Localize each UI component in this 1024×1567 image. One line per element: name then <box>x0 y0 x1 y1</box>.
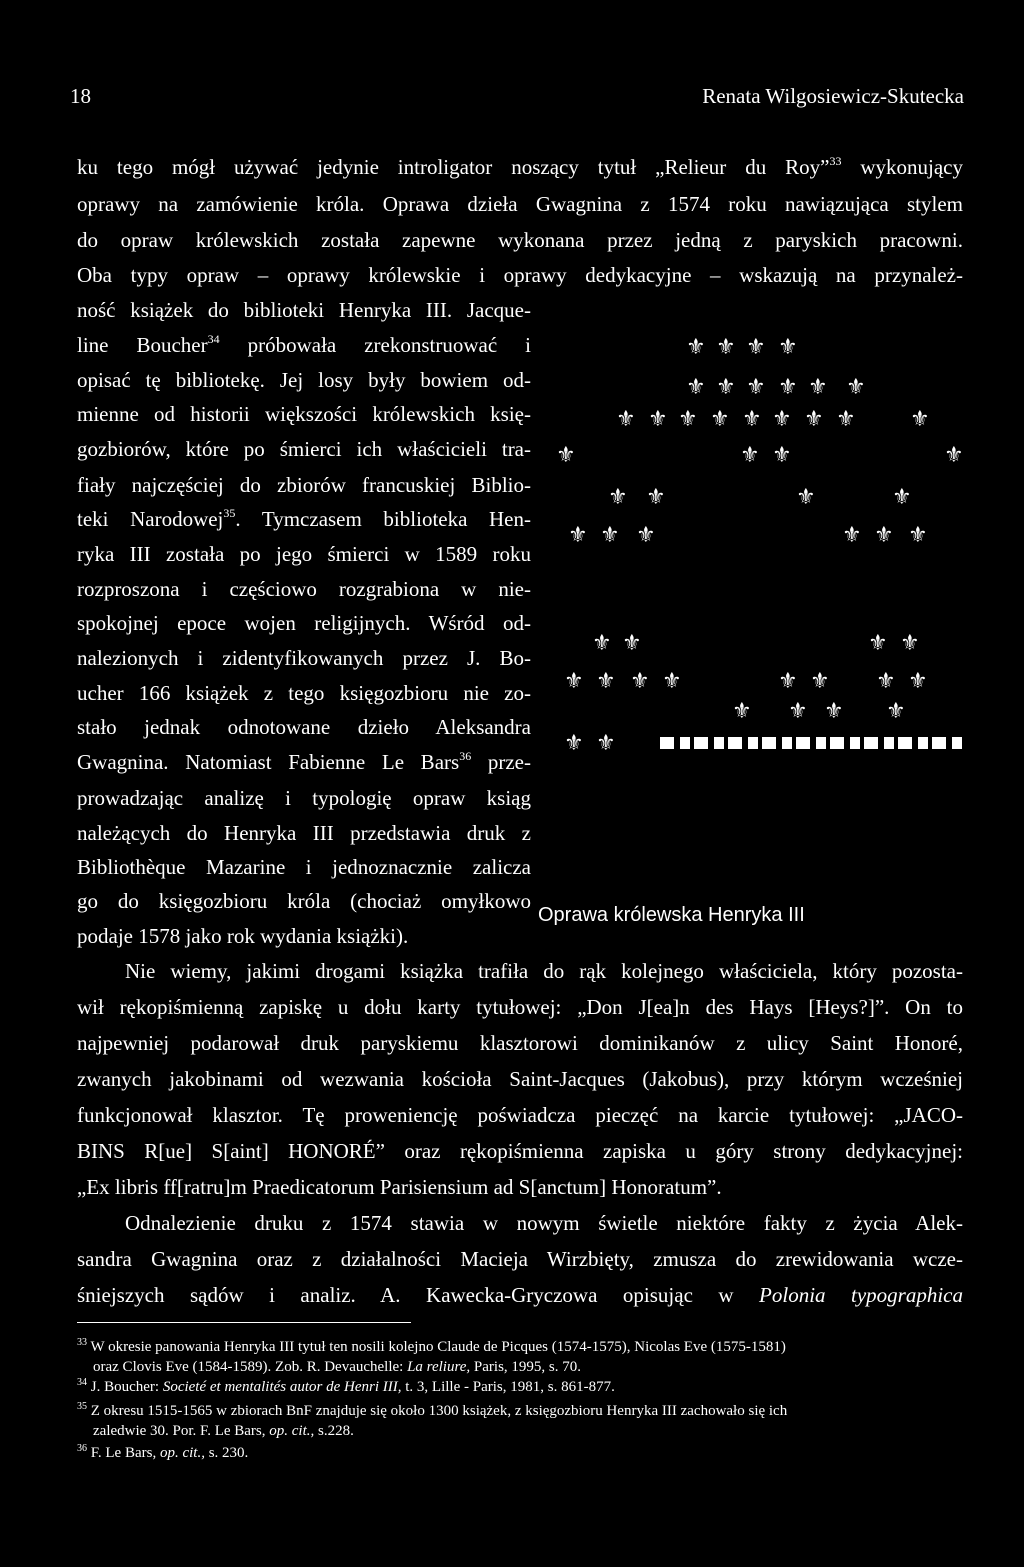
footnote-33-cont: oraz Clovis Eve (1584-1589). Zob. R. Devauchelle: La reliure, Paris, 1995, s. 70. <box>93 1359 581 1375</box>
fleur-de-lis-icon: ⚜ <box>630 669 650 694</box>
fleur-de-lis-icon: ⚜ <box>596 731 616 756</box>
fleur-de-lis-icon: ⚜ <box>778 669 798 694</box>
fleur-de-lis-icon: ⚜ <box>564 669 584 694</box>
text-line: najpewniej podarował druk paryskiemu klasztorowi dominikanów z ulicy Saint Honoré, <box>77 1031 963 1055</box>
footnote-35-cont: zaledwie 30. Por. F. Le Bars, op. cit., s.228. <box>93 1423 354 1439</box>
fleur-de-lis-icon: ⚜ <box>778 335 798 360</box>
text-line: Odnalezienie druku z 1574 stawia w nowym świetle niektóre fakty z życia Alek- <box>125 1211 963 1235</box>
fleur-de-lis-icon: ⚜ <box>796 485 816 510</box>
fleur-de-lis-icon: ⚜ <box>556 443 576 468</box>
figure-caption: Oprawa królewska Henryka III <box>538 904 805 926</box>
fleur-de-lis-icon: ⚜ <box>944 443 964 468</box>
fleur-de-lis-icon: ⚜ <box>746 375 766 400</box>
fleur-de-lis-icon: ⚜ <box>886 699 906 724</box>
fleur-de-lis-icon: ⚜ <box>808 375 828 400</box>
text-line: gozbiorów, które po śmierci ich właścicieli tra- <box>77 437 531 461</box>
fleur-de-lis-icon: ⚜ <box>636 523 656 548</box>
fleur-de-lis-icon: ⚜ <box>678 407 698 432</box>
fleur-de-lis-icon: ⚜ <box>662 669 682 694</box>
text-line: BINS R[ue] S[aint] HONORÉ” oraz rękopiśmienna zapiska u góry strony dedykacyjnej: <box>77 1139 963 1163</box>
text-line: do opraw królewskich została zapewne wykonana przez jedną z paryskich pracowni. <box>77 228 963 252</box>
fleur-de-lis-icon: ⚜ <box>804 407 824 432</box>
fleur-de-lis-icon: ⚜ <box>788 699 808 724</box>
fleur-de-lis-icon: ⚜ <box>772 443 792 468</box>
text-line: Nie wiemy, jakimi drogami książka trafiła do rąk kolejnego właściciela, który pozosta- <box>125 959 963 983</box>
fleur-de-lis-icon: ⚜ <box>810 669 830 694</box>
text-line: „Ex libris ff[ratru]m Praedicatorum Parisiensium ad S[anctum] Honoratum”. <box>77 1175 722 1199</box>
fleur-de-lis-icon: ⚜ <box>892 485 912 510</box>
text-line: fiały najczęściej do zbiorów francuskiej Biblio- <box>77 473 531 497</box>
text-line: Oba typy opraw – oprawy królewskie i oprawy dedykacyjne – wskazują na przynależ- <box>77 263 963 287</box>
text-line: line Boucher$^{34}$ próbowała zrekonstruować i <box>77 332 531 357</box>
text-line: należących do Henryka III przedstawia druk z <box>77 821 531 845</box>
text-line: mienne od historii większości królewskich księ- <box>77 402 531 426</box>
fleur-de-lis-icon: ⚜ <box>646 485 666 510</box>
footnote-ref: 33 <box>829 154 842 168</box>
footnote-ref: 35 <box>223 506 236 520</box>
fleur-de-lis-icon: ⚜ <box>616 407 636 432</box>
text-line: go do księgozbioru króla (chociaż omyłkowo <box>77 889 531 913</box>
text-line: ryka III została po jego śmierci w 1589 roku <box>77 542 531 566</box>
fleur-de-lis-icon: ⚜ <box>648 407 668 432</box>
fleur-de-lis-icon: ⚜ <box>732 699 752 724</box>
binding-figure <box>556 335 968 775</box>
footnote-35: $^{35}$ Z okresu 1515-1565 w zbiorach BnF znajduje się około 1300 książek, z księgozbioru Henryka III zachowało się ich <box>77 1401 788 1419</box>
text-line: spokojnej epoce wojen religijnych. Wśród od- <box>77 611 531 635</box>
footnote-33: $^{33}$ W okresie panowania Henryka III tytuł ten nosili kolejno Claude de Picques (1574-1575), Nicolas Eve (1575-1581) <box>77 1337 786 1355</box>
fleur-de-lis-icon: ⚜ <box>836 407 856 432</box>
text-line: ność książek do biblioteki Henryka III. Jacque- <box>77 298 531 322</box>
text-line: opisać tę bibliotekę. Jej losy były bowiem od- <box>77 368 531 392</box>
fleur-de-lis-icon: ⚜ <box>564 731 584 756</box>
footnote-36: $^{36}$ F. Le Bars, op. cit., s. 230. <box>77 1443 249 1461</box>
fleur-de-lis-icon: ⚜ <box>846 375 866 400</box>
fleur-de-lis-icon: ⚜ <box>600 523 620 548</box>
fleur-de-lis-icon: ⚜ <box>710 407 730 432</box>
text-line: oprawy na zamówienie króla. Oprawa dzieła Gwagnina z 1574 roku nawiązująca stylem <box>77 192 963 216</box>
footnote-ref: 34 <box>207 332 220 346</box>
fleur-de-lis-icon: ⚜ <box>608 485 628 510</box>
footnote-34: $^{34}$ J. Boucher: Societé et mentalités autor de Henri III, t. 3, Lille - Paris, 1981, s. 861-877. <box>77 1377 615 1395</box>
footnote-rule <box>77 1322 411 1323</box>
text-line: podaje 1578 jako rok wydania książki). <box>77 924 409 948</box>
fleur-de-lis-icon: ⚜ <box>842 523 862 548</box>
fleur-de-lis-icon: ⚜ <box>742 407 762 432</box>
fleur-de-lis-icon: ⚜ <box>686 375 706 400</box>
ornamental-border-strip <box>660 737 966 749</box>
text-line: śniejszych sądów i analiz. A. Kawecka-Gryczowa opisując w Polonia typographica <box>77 1283 963 1307</box>
text-line: Gwagnina. Natomiast Fabienne Le Bars$^{36}$ prze- <box>77 749 531 774</box>
fleur-de-lis-icon: ⚜ <box>592 631 612 656</box>
text-line: rozproszona i częściowo rozgrabiona w nie- <box>77 577 531 601</box>
fleur-de-lis-icon: ⚜ <box>716 335 736 360</box>
fleur-de-lis-icon: ⚜ <box>900 631 920 656</box>
fleur-de-lis-icon: ⚜ <box>716 375 736 400</box>
fleur-de-lis-icon: ⚜ <box>908 669 928 694</box>
fleur-de-lis-icon: ⚜ <box>874 523 894 548</box>
fleur-de-lis-icon: ⚜ <box>868 631 888 656</box>
fleur-de-lis-icon: ⚜ <box>876 669 896 694</box>
fleur-de-lis-icon: ⚜ <box>622 631 642 656</box>
text-line: zwanych jakobinami od wezwania kościoła Saint-Jacques (Jakobus), przy którym wcześniej <box>77 1067 963 1091</box>
fleur-de-lis-icon: ⚜ <box>778 375 798 400</box>
fleur-de-lis-icon: ⚜ <box>908 523 928 548</box>
text-line: stało jednak odnotowane dzieło Aleksandra <box>77 715 531 739</box>
text-line: wił rękopiśmienną zapiskę u dołu karty tytułowej: „Don J[ea]n des Hays [Heys?]”. On to <box>77 995 963 1019</box>
text-line: funkcjonował klasztor. Tę proweniencję poświadcza pieczęć na karcie tytułowej: „JACO- <box>77 1103 963 1127</box>
text-line: sandra Gwagnina oraz z działalności Macieja Wirzbięty, zmusza do zrewidowania wcze- <box>77 1247 963 1271</box>
fleur-de-lis-icon: ⚜ <box>686 335 706 360</box>
text-line: Bibliothèque Mazarine i jednoznacznie zalicza <box>77 855 531 879</box>
text-line: nalezionych i zidentyfikowanych przez J. Bo- <box>77 646 531 670</box>
text-line: ku tego mógł używać jedynie introligator noszący tytuł „Relieur du Roy”$^{33}$ wykonujący <box>77 154 963 179</box>
running-header-author: Renata Wilgosiewicz-Skutecka <box>702 84 964 108</box>
fleur-de-lis-icon: ⚜ <box>772 407 792 432</box>
text-line: prowadzając analizę i typologię opraw ksiąg <box>77 786 531 810</box>
footnote-ref: 36 <box>459 749 472 763</box>
page-number: 18 <box>70 84 91 108</box>
fleur-de-lis-icon: ⚜ <box>824 699 844 724</box>
fleur-de-lis-icon: ⚜ <box>596 669 616 694</box>
fleur-de-lis-icon: ⚜ <box>910 407 930 432</box>
fleur-de-lis-icon: ⚜ <box>746 335 766 360</box>
text-line: ucher 166 książek z tego księgozbioru nie zo- <box>77 681 531 705</box>
fleur-de-lis-icon: ⚜ <box>568 523 588 548</box>
text-line: teki Narodowej$^{35}$. Tymczasem biblioteka Hen- <box>77 506 531 531</box>
fleur-de-lis-icon: ⚜ <box>740 443 760 468</box>
